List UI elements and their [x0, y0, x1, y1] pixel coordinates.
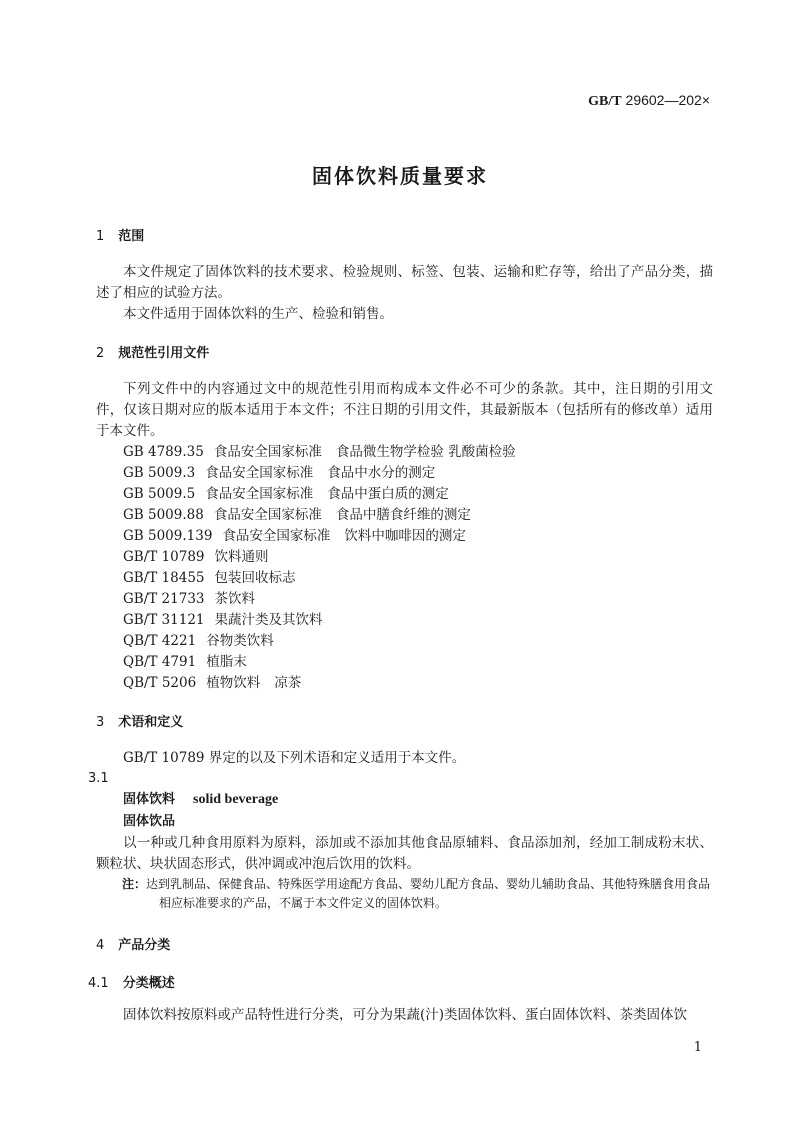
reference-list: [96, 442, 713, 694]
paragraph: 本文件适用于固体饮料的生产、检验和销售。: [123, 306, 393, 322]
standard-number: 29602—202×: [625, 92, 710, 108]
reference-item: [96, 631, 713, 652]
note-text: 达到乳制品、保健食品、特殊医学用途配方食品、婴幼儿配方食品、婴幼儿辅助食品、其他特殊膳食用食品相应标准要求的产品，不属于本文件定义的固体饮料。: [146, 877, 711, 910]
note-label: 注：: [122, 877, 147, 891]
reference-code: GB/T 21733: [123, 591, 205, 607]
reference-item: [96, 610, 713, 631]
reference-title: 茶饮料: [214, 591, 255, 607]
document-body: [88, 226, 713, 1026]
document-title: 固体饮料质量要求: [312, 164, 488, 188]
reference-item: [96, 484, 713, 505]
reference-item: [96, 589, 713, 610]
term-entry: [96, 789, 713, 811]
reference-subtitle: 饮料中咖啡因的测定: [344, 528, 466, 544]
reference-code: GB 5009.5: [123, 486, 196, 502]
page-number: 1: [693, 1040, 702, 1055]
section-heading-normative-references: [96, 343, 713, 365]
reference-item: [96, 568, 713, 589]
reference-title: 包装回收标志: [214, 570, 296, 586]
note: [96, 875, 713, 913]
term-english: solid beverage: [193, 792, 279, 807]
subsection-title: 分类概述: [122, 976, 175, 991]
section-number: 4: [96, 938, 105, 953]
reference-subtitle: 食品中水分的测定: [327, 465, 436, 481]
reference-title: 谷物类饮料: [206, 633, 274, 649]
reference-subtitle: 食品中蛋白质的测定: [327, 486, 449, 502]
reference-code: QB/T 4791: [123, 654, 197, 670]
reference-code: GB 5009.88: [123, 507, 204, 523]
reference-code: QB/T 5206: [123, 675, 197, 691]
section-title: 规范性引用文件: [118, 346, 210, 361]
term-definition: 以一种或几种食用原料为原料，添加或不添加其他食品原辅料、食品添加剂，经加工制成粉末状、颗粒状、块状固态形式，供冲调或冲泡后饮用的饮料。: [96, 835, 713, 872]
section-title: 术语和定义: [118, 715, 184, 730]
reference-item: [96, 673, 713, 694]
reference-title: 植物饮料: [206, 675, 261, 691]
reference-item: [96, 463, 713, 484]
reference-code: GB 5009.3: [123, 465, 196, 481]
reference-code: QB/T 4221: [123, 633, 197, 649]
reference-subtitle: 食品中膳食纤维的测定: [335, 507, 471, 523]
section-title: 产品分类: [118, 938, 171, 953]
reference-title: 食品安全国家标准: [205, 465, 314, 481]
reference-code: GB 5009.139: [123, 528, 213, 544]
reference-title: 食品安全国家标准: [222, 528, 331, 544]
paragraph: 本文件规定了固体饮料的技术要求、检验规则、标签、包装、运输和贮存等，给出了产品分类，描述了相应的试验方法。: [96, 264, 713, 301]
reference-title: 食品安全国家标准: [205, 486, 314, 502]
standard-prefix: GB/T: [588, 94, 622, 109]
section-number: 2: [96, 346, 105, 361]
reference-title: 食品安全国家标准: [213, 444, 322, 460]
paragraph: 下列文件中的内容通过文中的规范性引用而构成本文件必不可少的条款。其中，注日期的引用文件，仅该日期对应的版本适用于本文件；不注日期的引用文件，其最新版本（包括所有的修改单）适用于本文件。: [96, 381, 713, 439]
paragraph: GB/T 10789 界定的以及下列术语和定义适用于本文件。: [123, 750, 466, 766]
reference-item: [96, 652, 713, 673]
section-heading-terms: [96, 712, 713, 734]
term-synonym: 固体饮品: [123, 814, 176, 829]
reference-item: [96, 526, 713, 547]
standard-code: [588, 92, 710, 110]
reference-item: [96, 442, 713, 463]
reference-subtitle: 食品微生物学检验 乳酸菌检验: [335, 444, 516, 460]
term-number: 3.1: [88, 771, 109, 786]
subsection-number: 4.1: [88, 976, 109, 991]
subsection-heading: [88, 973, 713, 995]
reference-item: [96, 505, 713, 526]
reference-title: 饮料通则: [214, 549, 269, 565]
paragraph: 固体饮料按原料或产品特性进行分类，可分为果蔬(汁)类固体饮料、蛋白固体饮料、茶类固体饮: [123, 1007, 688, 1023]
section-number: 1: [96, 229, 105, 244]
reference-subtitle: 凉茶: [274, 675, 302, 691]
reference-title: 植脂末: [206, 654, 247, 670]
reference-code: GB 4789.35: [123, 444, 204, 460]
reference-item: [96, 547, 713, 568]
reference-title: 食品安全国家标准: [213, 507, 322, 523]
reference-code: GB/T 31121: [123, 612, 205, 628]
section-heading-classification: [96, 935, 713, 957]
section-number: 3: [96, 715, 105, 730]
reference-code: GB/T 18455: [123, 570, 205, 586]
term-chinese: 固体饮料: [123, 792, 176, 807]
section-heading-scope: [96, 226, 713, 248]
reference-code: GB/T 10789: [123, 549, 205, 565]
reference-title: 果蔬汁类及其饮料: [214, 612, 323, 628]
section-title: 范围: [118, 229, 145, 244]
